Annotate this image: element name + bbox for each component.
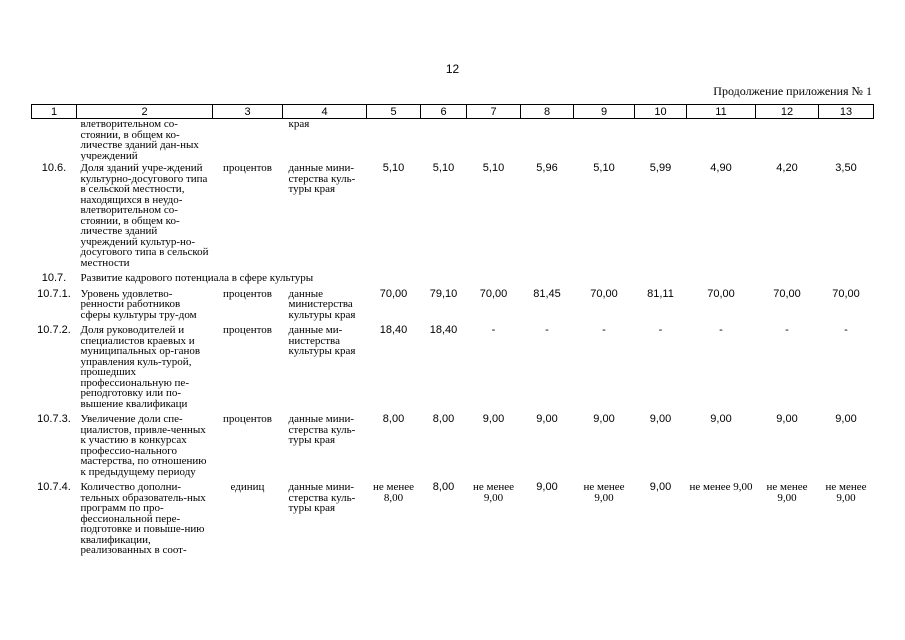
page-number: 12 — [445, 62, 460, 76]
value-cell: не менее 9,00 — [472, 481, 514, 504]
value-cell: не менее 8,00 — [372, 481, 414, 504]
header-col-4: 4 — [283, 105, 367, 119]
indicator-text: Доля зданий учре-ждений культурно-досугового типа в сельской местности, находящихся в неудо-влетворительном со-стоянии, в общем ко-личестве зданий учреждений культур-но-досугового типа в сельской местности — [80, 162, 209, 269]
table-row — [32, 323, 874, 412]
indicator-text: Уровень удовлетво-ренности работников сферы культуры тру-дом — [80, 287, 197, 321]
value-cell: 81,11 — [647, 287, 674, 300]
value-cell: 18,40 — [379, 324, 408, 336]
indicators-table — [31, 104, 874, 559]
value-cell — [421, 119, 467, 162]
row-number — [32, 119, 77, 162]
value-cell: не менее 9,00 — [766, 481, 808, 504]
source-text: края — [288, 118, 310, 130]
value-cell: 3,50 — [835, 162, 857, 174]
value-cell: 9,00 — [710, 413, 732, 425]
value-cell: 5,99 — [649, 162, 672, 174]
table-row — [32, 412, 874, 480]
value-cell: 8,00 — [432, 481, 455, 493]
header-col-6: 6 — [421, 105, 467, 119]
value-cell: не менее 9,00 — [825, 481, 867, 504]
value-cell: 4,90 — [710, 162, 732, 174]
header-col-7: 7 — [467, 105, 521, 119]
row-number: 10.6. — [41, 162, 67, 174]
value-cell: 9,00 — [776, 413, 798, 425]
header-col-13: 13 — [819, 105, 874, 119]
value-cell: - — [719, 324, 723, 336]
source-text: данные мини-стерства куль-туры края — [288, 413, 356, 446]
header-col-9: 9 — [574, 105, 635, 119]
source-text: данные ми-нистерства культуры края — [288, 324, 356, 357]
value-cell: 81,45 — [533, 287, 561, 300]
value-cell: 9,00 — [649, 413, 672, 425]
value-cell: - — [658, 324, 663, 336]
value-cell: - — [602, 324, 606, 336]
value-cell — [819, 119, 874, 162]
value-cell: не менее 9,00 — [583, 481, 625, 504]
row-number: 10.7.2. — [37, 324, 71, 336]
indicator-text: Количество дополни-тельных образователь-ных программ по про-фессиональной пере-подготовке и повыше-нию квалификации, реализованных в соот- — [80, 481, 206, 556]
value-cell: - — [545, 324, 549, 336]
header-col-8: 8 — [521, 105, 574, 119]
header-col-1: 1 — [32, 105, 77, 119]
value-cell: - — [785, 324, 789, 336]
value-cell: 70,00 — [707, 287, 735, 300]
table-row — [32, 119, 874, 162]
value-cell: 9,00 — [536, 481, 558, 493]
row-number: 10.7.3. — [37, 413, 71, 425]
continuation-caption: Продолжение приложения № 1 — [713, 84, 872, 98]
value-cell: 70,00 — [773, 287, 801, 300]
header-col-2: 2 — [77, 105, 213, 119]
value-cell: 70,00 — [479, 287, 508, 300]
value-cell — [367, 119, 421, 162]
unit-cell — [213, 119, 283, 162]
unit-text: процентов — [223, 324, 272, 336]
value-cell: 70,00 — [379, 287, 408, 300]
header-col-3: 3 — [213, 105, 283, 119]
value-cell: 79,10 — [429, 287, 458, 300]
indicator-text: влетворительном со-стоянии, в общем ко-личестве зданий дан-ных учреждений — [80, 118, 199, 161]
table-row — [32, 161, 874, 271]
header-col-10: 10 — [635, 105, 687, 119]
value-cell: 9,00 — [649, 481, 672, 493]
value-cell — [635, 119, 687, 162]
row-number: 10.7.1. — [37, 287, 71, 300]
value-cell — [467, 119, 521, 162]
value-cell: 9,00 — [536, 413, 558, 425]
section-row — [32, 271, 874, 287]
value-cell — [521, 119, 574, 162]
header-col-11: 11 — [687, 105, 756, 119]
unit-text: процентов — [223, 287, 272, 300]
value-cell: - — [491, 324, 496, 336]
value-cell: 5,10 — [432, 162, 455, 174]
source-text: данные министерства культуры края — [288, 287, 356, 321]
value-cell: 9,00 — [593, 413, 615, 425]
header-col-5: 5 — [367, 105, 421, 119]
unit-text: процентов — [223, 413, 272, 425]
value-cell — [574, 119, 635, 162]
table-row — [32, 480, 874, 559]
indicator-text: Увеличение доли спе-циалистов, привле-ченных к участию в конкурсах профессио-нального мастерства, по отношению к предыдущему периоду — [80, 413, 207, 478]
indicator-text: Доля руководителей и специалистов краевых и муниципальных ор-ганов управления куль-турой, прошедших профессиональную пе-реподготовку или по-вышение квалификаци — [80, 324, 201, 410]
value-cell: 5,10 — [482, 162, 505, 174]
value-cell: 5,10 — [382, 162, 405, 174]
value-cell: 8,00 — [432, 413, 455, 425]
value-cell: 70,00 — [590, 287, 618, 300]
value-cell: 9,00 — [482, 413, 505, 425]
source-text: данные мини-стерства куль-туры края — [288, 481, 356, 514]
row-number: 10.7. — [41, 272, 67, 284]
value-cell: 9,00 — [835, 413, 857, 425]
table-row — [32, 287, 874, 324]
source-text: данные мини-стерства куль-туры края — [288, 162, 356, 195]
value-cell: 5,96 — [536, 162, 558, 174]
unit-text: процентов — [223, 162, 272, 174]
header-col-12: 12 — [756, 105, 819, 119]
value-cell: не менее 9,00 — [689, 481, 753, 493]
value-cell: 70,00 — [832, 287, 860, 300]
value-cell: - — [844, 324, 848, 336]
value-cell — [687, 119, 756, 162]
header-row — [32, 105, 874, 119]
value-cell: 8,00 — [382, 413, 405, 425]
value-cell: 4,20 — [776, 162, 798, 174]
value-cell: 18,40 — [429, 324, 458, 336]
value-cell: 5,10 — [593, 162, 615, 174]
value-cell — [756, 119, 819, 162]
unit-text: единиц — [230, 481, 265, 493]
row-number: 10.7.4. — [37, 481, 71, 493]
section-title: Развитие кадрового потенциала в сфере культуры — [80, 272, 314, 284]
table-body — [32, 119, 874, 559]
